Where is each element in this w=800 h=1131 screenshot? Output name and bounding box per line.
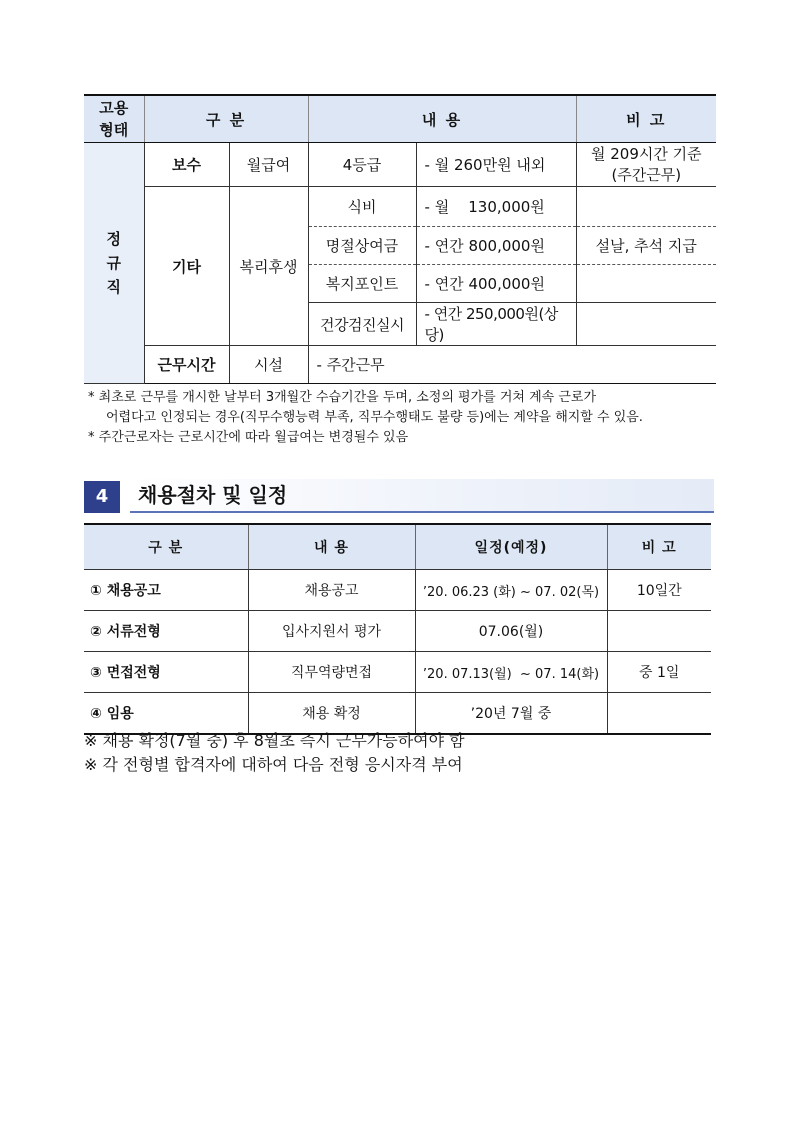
cell-content: 입사지원서 평가	[248, 611, 415, 652]
header-gubun: 구 분	[84, 524, 248, 570]
cell-note: 설날, 추석 지급	[576, 227, 716, 265]
cell-schedule: 07.06(월)	[415, 611, 607, 652]
cell-note	[607, 611, 711, 652]
compensation-table	[84, 94, 716, 384]
footnote: ※ 각 전형별 합격자에 대하여 다음 전형 응시자격 부여	[84, 755, 463, 774]
cell-note	[576, 187, 716, 227]
cell-note	[576, 265, 716, 303]
footnote: ※ 채용 확정(7월 중) 후 8월초 즉시 근무가능하여야 함	[84, 731, 465, 750]
cell-subcategory: 월급여	[229, 143, 308, 187]
section-number: 4	[84, 481, 120, 513]
table-row	[84, 143, 716, 187]
footnote: * 최초로 근무를 개시한 날부터 3개월간 수습기간을 두며, 소정의 평가를 거쳐 계속 근로가	[88, 390, 597, 405]
cell-note: 월 209시간 기준 (주간근무)	[576, 143, 716, 187]
table-row	[84, 652, 711, 693]
cell-item: 복지포인트	[308, 265, 416, 303]
cell-value: - 주간근무	[308, 346, 716, 384]
cell-value: - 월 130,000원	[416, 187, 576, 227]
cell-item: 4등급	[308, 143, 416, 187]
cell-item: 명절상여금	[308, 227, 416, 265]
cell-subcategory: 시설	[229, 346, 308, 384]
table-row	[84, 570, 711, 611]
cell-subcategory: 복리후생	[229, 187, 308, 346]
cell-note	[607, 693, 711, 735]
cell-category: 보수	[144, 143, 229, 187]
cell-stage: ② 서류전형	[84, 611, 248, 652]
header-content: 내 용	[248, 524, 415, 570]
cell-stage: ④ 임용	[84, 693, 248, 735]
schedule-table	[84, 523, 711, 735]
cell-stage: ③ 면접전형	[84, 652, 248, 693]
cell-schedule: ’20. 07.13(월) ~ 07. 14(화)	[415, 652, 607, 693]
table-row	[84, 187, 716, 227]
section-title: 채용절차 및 일정	[130, 479, 714, 513]
table-row	[84, 693, 711, 735]
header-note: 비 고	[576, 95, 716, 143]
footnote: * 주간근로자는 근로시간에 따라 월급여는 변경될수 있음	[88, 430, 409, 445]
cell-value: - 연간 250,000원(상당)	[416, 303, 576, 346]
cell-content: 채용공고	[248, 570, 415, 611]
header-content: 내 용	[308, 95, 576, 143]
header-note: 비 고	[607, 524, 711, 570]
cell-schedule: ’20. 06.23 (화) ~ 07. 02(목)	[415, 570, 607, 611]
section-heading	[84, 479, 714, 513]
cell-item: 식비	[308, 187, 416, 227]
schedule-footnotes	[84, 729, 465, 777]
footnote: 어렵다고 인정되는 경우(직무수행능력 부족, 직무수행태도 불량 등)에는 계약을 해지할 수 있음.	[106, 410, 643, 425]
table1-footnotes	[88, 388, 728, 448]
table-row	[84, 611, 711, 652]
cell-stage: ① 채용공고	[84, 570, 248, 611]
cell-note	[576, 303, 716, 346]
cell-note: 10일간	[607, 570, 711, 611]
employment-type-cell: 정 규 직	[84, 143, 144, 384]
cell-content: 채용 확정	[248, 693, 415, 735]
cell-schedule: ’20년 7월 중	[415, 693, 607, 735]
table-header-row	[84, 524, 711, 570]
cell-item: 건강검진실시	[308, 303, 416, 346]
table-header-row	[84, 95, 716, 143]
cell-note: 중 1일	[607, 652, 711, 693]
cell-value: - 연간 400,000원	[416, 265, 576, 303]
cell-content: 직무역량면접	[248, 652, 415, 693]
cell-category: 근무시간	[144, 346, 229, 384]
cell-value: - 월 260만원 내외	[416, 143, 576, 187]
header-gubun: 구 분	[144, 95, 308, 143]
table-row	[84, 346, 716, 384]
cell-category: 기타	[144, 187, 229, 346]
cell-value: - 연간 800,000원	[416, 227, 576, 265]
header-schedule: 일정(예정)	[415, 524, 607, 570]
header-employment-type: 고용 형태	[84, 95, 144, 143]
